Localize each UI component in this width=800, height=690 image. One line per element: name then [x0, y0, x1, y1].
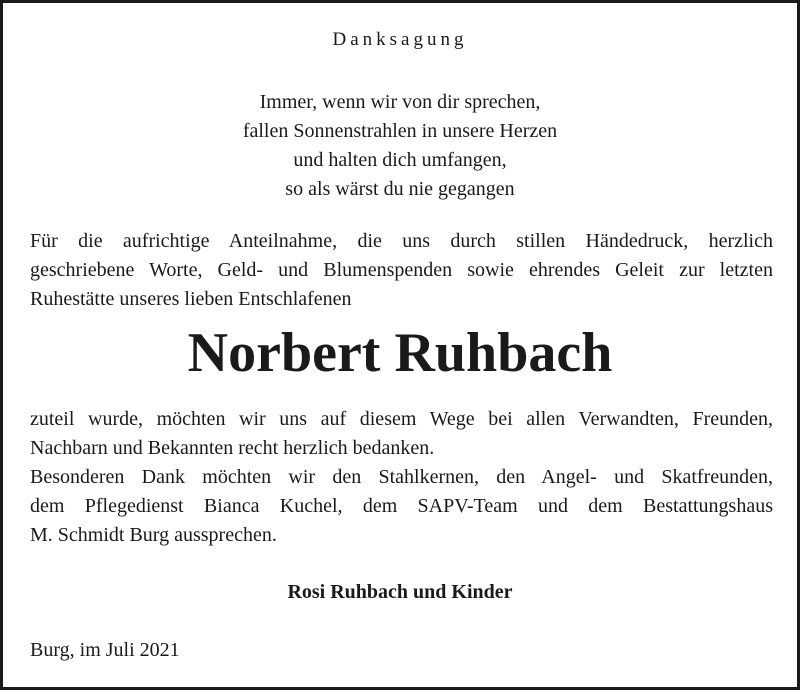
family-signature: Rosi Ruhbach und Kinder — [287, 581, 513, 603]
paragraph-line: Nachbarn und Bekannten recht herzlich bedanken. — [30, 437, 435, 459]
paragraph-line: M. Schmidt Burg aussprechen. — [30, 524, 277, 546]
deceased-name: Norbert Ruhbach — [187, 322, 613, 384]
poem-line: Immer, wenn wir von dir sprechen, — [259, 91, 541, 113]
paragraph-line: zuteil wurde, möchten wir uns auf diesem Wege bei allen Verwandten, Freunden, — [30, 408, 773, 430]
poem-line: fallen Sonnenstrahlen in unsere Herzen — [242, 120, 558, 142]
memorial-poem — [3, 88, 797, 204]
thanks-paragraph-main — [30, 405, 773, 550]
thanks-paragraph-intro — [30, 227, 773, 314]
paragraph-line: Besonderen Dank möchten wir den Stahlkernen, den Angel- und Skatfreunden, — [30, 466, 773, 488]
paragraph-line: geschriebene Worte, Geld- und Blumenspenden sowie ehrendes Geleit zur letzten — [30, 259, 773, 281]
poem-line: und halten dich umfangen, — [293, 149, 507, 171]
paragraph-line: dem Pflegedienst Bianca Kuchel, dem SAPV-Team und dem Bestattungshaus — [30, 495, 773, 517]
notice-heading: Danksagung — [332, 29, 468, 50]
paragraph-line: Für die aufrichtige Anteilnahme, die uns durch stillen Händedruck, herzlich — [30, 230, 773, 252]
poem-line: so als wärst du nie gegangen — [285, 178, 515, 200]
paragraph-line: Ruhestätte unseres lieben Entschlafenen — [30, 288, 352, 310]
place-date: Burg, im Juli 2021 — [30, 639, 180, 661]
